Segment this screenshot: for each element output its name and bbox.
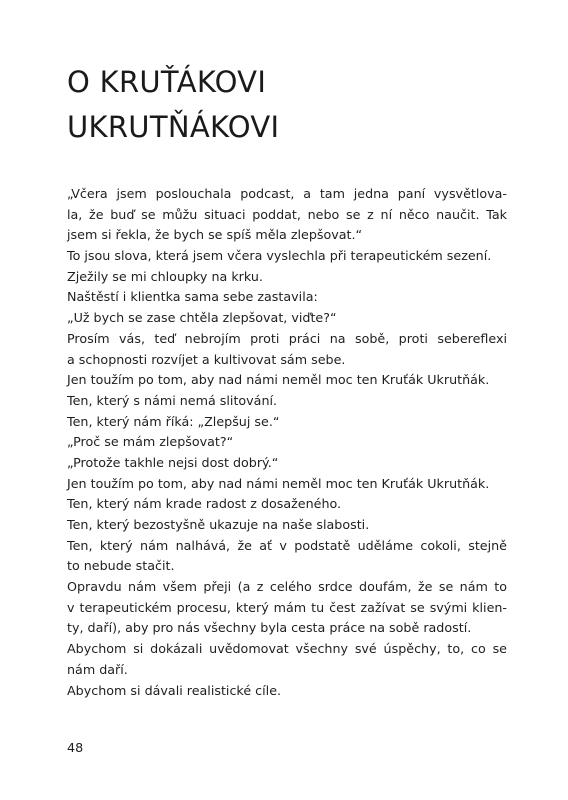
- text-line: Ten, který nám nalhává, že ať v podstatě uděláme cokoli, stejně: [67, 537, 507, 553]
- body-text: [67, 184, 507, 701]
- text-line: „Už bych se zase chtěla zlepšovat, viďte?“: [67, 310, 337, 326]
- text-line: „Protože takhle nejsi dost dobrý.“: [67, 454, 279, 470]
- chapter-title-line-1: O KRUŤÁKOVI: [67, 65, 267, 99]
- text-line: Prosím vás, teď nebrojím proti práci na sobě, proti sebereflexi: [67, 330, 507, 346]
- text-line: „Proč se mám zlepšovat?“: [67, 434, 234, 450]
- text-line: ty, daří), aby pro nás všechny byla cesta práce na sobě radostí.: [67, 620, 472, 636]
- chapter-title: [67, 60, 507, 150]
- text-line: Ten, který nám krade radost z dosaženého.: [67, 496, 342, 512]
- text-line: Opravdu nám všem přeji (a z celého srdce doufám, že se nám to: [67, 579, 507, 595]
- text-line: „Včera jsem poslouchala podcast, a tam jedna paní vysvětlova-: [67, 186, 507, 201]
- page-number: 48: [67, 740, 84, 755]
- text-line: To jsou slova, která jsem včera vyslechla při terapeutickém sezení.: [67, 248, 492, 264]
- text-line: Ten, který nám říká: „Zlepšuj se.“: [67, 413, 280, 429]
- text-line: Naštěstí i klientka sama sebe zastavila:: [67, 289, 318, 305]
- text-line: a schopnosti rozvíjet a kultivovat sám sebe.: [67, 351, 346, 367]
- text-line: Abychom si dokázali uvědomovat všechny své úspěchy, to, co se: [67, 641, 507, 657]
- text-line: Ten, který bezostyšně ukazuje na naše slabosti.: [67, 517, 370, 532]
- text-line: la, že buď se můžu situaci poddat, nebo se z ní něco naučit. Tak: [67, 206, 507, 222]
- text-line: Abychom si dávali realistické cíle.: [67, 682, 282, 698]
- text-line: Jen toužím po tom, aby nad námi neměl moc ten Kruťák Ukrutňák.: [67, 475, 490, 491]
- text-line: Zježily se mi chloupky na krku.: [67, 268, 263, 284]
- text-line: jsem si řekla, že bych se spíš měla zlepšovat.“: [67, 227, 363, 243]
- text-line: to nebude stačit.: [67, 558, 175, 574]
- text-line: Jen toužím po tom, aby nad námi neměl moc ten Kruťák Ukrutňák.: [67, 372, 490, 388]
- chapter-title-line-2: UKRUTŇÁKOVI: [67, 110, 280, 144]
- text-line: nám daří.: [67, 661, 128, 677]
- text-line: Ten, který s námi nemá slitování.: [67, 392, 278, 408]
- text-line: v terapeutickém procesu, který mám tu čest zažívat se svými klien-: [67, 599, 507, 615]
